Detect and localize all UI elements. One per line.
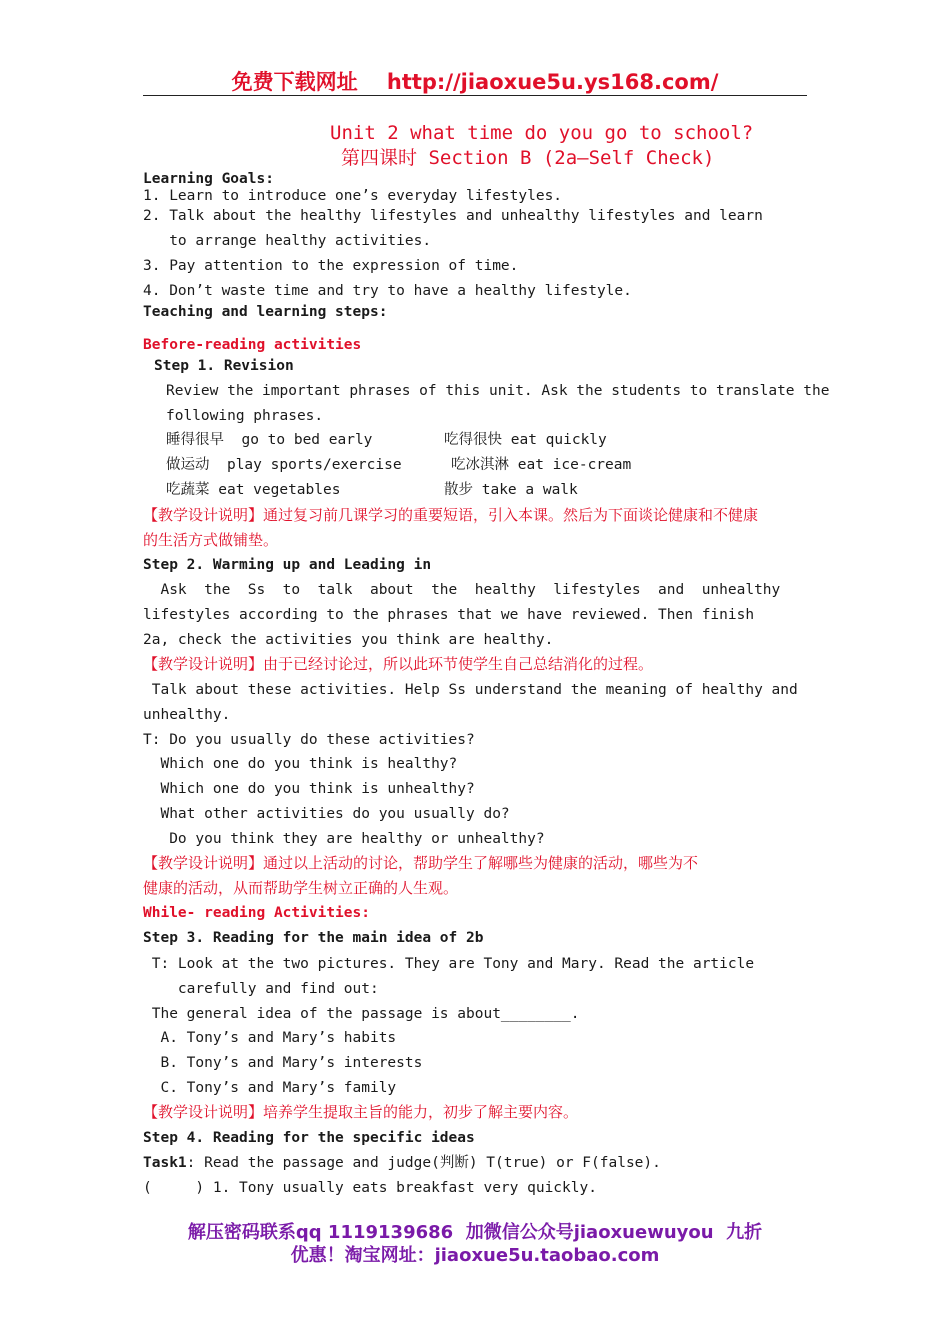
paragraph: Talk about these activities. Help Ss understand the meaning of healthy and — [143, 682, 798, 698]
goals-heading: Learning Goals: — [143, 171, 274, 187]
question: What other activities do you usually do? — [143, 806, 510, 822]
task-label: Task1 — [143, 1155, 187, 1171]
footer-line: 优惠！淘宝网址：jiaoxue5u.taobao.com — [290, 1245, 660, 1266]
paragraph: Ask the Ss to talk about the healthy lifestyles and unhealthy — [143, 582, 781, 598]
paragraph: lifestyles according to the phrases that we have reviewed. Then finish — [143, 607, 755, 623]
before-heading: Before-reading activities — [143, 337, 362, 353]
phrase: 吃冰淇淋 eat ice-cream — [451, 457, 632, 473]
phrase: 睡得很早 go to bed early — [166, 432, 373, 448]
phrase: 吃蔬菜 eat vegetables — [166, 482, 341, 498]
judge-item: ( ) 1. Tony usually eats breakfast very quickly. — [143, 1180, 597, 1196]
paragraph: unhealthy. — [143, 707, 231, 723]
paragraph: 2a, check the activities you think are healthy. — [143, 632, 554, 648]
review-text: following phrases. — [166, 408, 324, 424]
design-note: 【教学设计说明】通过复习前几课学习的重要短语，引入本课。然后为下面谈论健康和不健康 — [143, 506, 759, 524]
site-header: 免费下载网址 http://jiaoxue5u.ys168.com/ — [231, 70, 719, 94]
task-text: : Read the passage and judge(判断) T(true) or F(false). — [186, 1155, 661, 1171]
paragraph: T: Look at the two pictures. They are Tony and Mary. Read the article — [143, 956, 755, 972]
step4-heading: Step 4. Reading for the specific ideas — [143, 1130, 475, 1146]
step2-heading: Step 2. Warming up and Leading in — [143, 557, 432, 573]
design-note: 【教学设计说明】培养学生提取主旨的能力，初步了解主要内容。 — [143, 1103, 579, 1121]
while-heading: While- reading Activities: — [143, 905, 370, 921]
footer-line: 解压密码联系qq 1119139686 加微信公众号jiaoxuewuyou 九折 — [187, 1222, 763, 1243]
question: Which one do you think is healthy? — [143, 756, 458, 772]
lesson-title: 第四课时 Section B (2a—Self Check) — [341, 147, 715, 169]
design-note: 健康的活动，从而帮助学生树立正确的人生观。 — [143, 879, 459, 897]
goal-item: 4. Don’t waste time and try to have a healthy lifestyle. — [143, 283, 632, 299]
paragraph: carefully and find out: — [143, 981, 379, 997]
task-line — [143, 1153, 661, 1173]
header-rule — [143, 95, 807, 96]
phrase: 吃得很快 eat quickly — [444, 432, 607, 448]
unit-title: Unit 2 what time do you go to school? — [330, 122, 754, 144]
goal-item: to arrange healthy activities. — [143, 233, 432, 249]
design-note: 的生活方式做铺垫。 — [143, 531, 279, 549]
option: B. Tony’s and Mary’s interests — [143, 1055, 423, 1071]
goal-item: 1. Learn to introduce one’s everyday lifestyles. — [143, 188, 563, 204]
goal-item: 3. Pay attention to the expression of time. — [143, 258, 519, 274]
steps-heading: Teaching and learning steps: — [143, 304, 388, 320]
question: Do you think they are healthy or unhealthy? — [143, 831, 545, 847]
phrase: 做运动 play sports/exercise — [166, 457, 402, 473]
design-note: 【教学设计说明】由于已经讨论过，所以此环节使学生自己总结消化的过程。 — [143, 655, 654, 673]
step1-heading: Step 1. Revision — [154, 358, 294, 374]
goal-item: 2. Talk about the healthy lifestyles and unhealthy lifestyles and learn — [143, 208, 763, 224]
step3-heading: Step 3. Reading for the main idea of 2b — [143, 930, 484, 946]
question: The general idea of the passage is about________. — [143, 1006, 580, 1022]
design-note: 【教学设计说明】通过以上活动的讨论，帮助学生了解哪些为健康的活动，哪些为不 — [143, 854, 699, 872]
review-text: Review the important phrases of this unit. Ask the students to translate the — [166, 383, 830, 399]
option: A. Tony’s and Mary’s habits — [143, 1030, 397, 1046]
question: Which one do you think is unhealthy? — [143, 781, 475, 797]
question: T: Do you usually do these activities? — [143, 732, 475, 748]
option: C. Tony’s and Mary’s family — [143, 1080, 397, 1096]
phrase: 散步 take a walk — [444, 482, 578, 498]
